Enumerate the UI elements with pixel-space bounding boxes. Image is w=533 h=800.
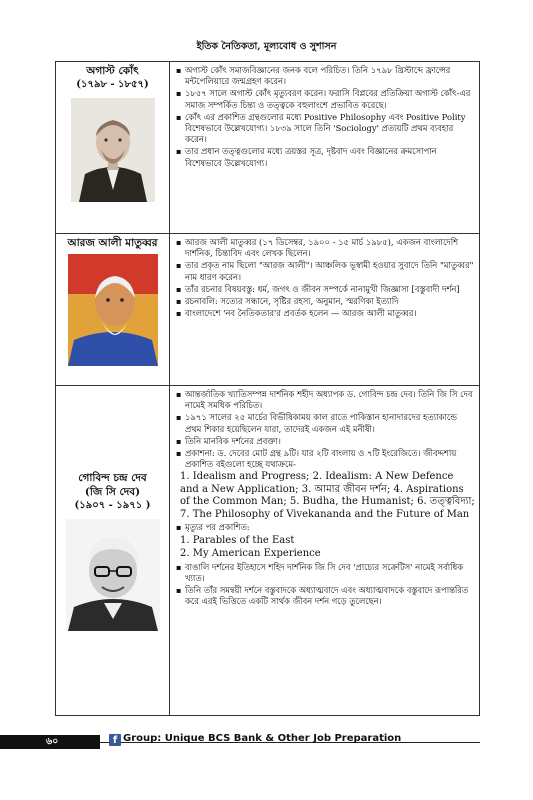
list-item: ▪ বাঙালি দর্শনের ইতিহাসে শহিদ দার্শনিক জি সি দেব 'প্রাচ্যের সক্রেটিস' নামেই সর্বাধিক খ্যাত।: [176, 562, 475, 584]
list-item: ▪ তার প্রকৃত নাম ছিলো "আরজ আলী"। আঞ্চলিক ভূস্বামী হওয়ার সুবাদে তিনি "মাতুব্বর" নাম ধারণ করেন।: [176, 260, 475, 282]
group-link[interactable]: Group: Unique BCS Bank & Other Job Preparation: [123, 733, 402, 744]
fact-list: [176, 237, 475, 319]
person-cell: [56, 234, 170, 386]
comte-portrait: [71, 98, 155, 202]
philosophers-table: [55, 61, 480, 716]
list-item: ▪ প্রকাশনা: ড. দেবের মোট গ্রন্থ ৯টি। যার ২টি বাংলায় ও ৭টি ইংরেজিতে। জীবদ্দশায় প্রকাশিত বইগুলো হচ্ছে যথাক্রমে-: [176, 448, 475, 470]
list-item: ▪ তাঁর রচনার বিষয়বস্তু: ধর্ম, জগৎ ও জীবন সম্পর্কে নানামুখী জিজ্ঞাসা [বস্তুবাদী দর্শন]: [176, 284, 475, 295]
list-item: ▪ তিনি মানবিক দর্শনের প্রবক্তা।: [176, 436, 475, 447]
person-name: গোবিন্দ চন্দ্র দেব: [78, 471, 147, 484]
fact-list: [176, 65, 475, 169]
person-details: [170, 386, 480, 716]
book-list: 1. Idealism and Progress; 2. Idealism: A New Defence and a New Application; 3. আমার জীবন দর্শন; 4. Aspirations of the Common Man; 5. Budha, the Humanist; 6. তত্ত্ববিদ্যা; 7. The Philosophy of Vivekananda and the Future of Man: [180, 471, 475, 520]
fact-list: [176, 522, 475, 533]
table-row: [56, 62, 480, 234]
person-details: [170, 234, 480, 386]
list-item: ▪ বাংলাদেশে 'নব নৈতিকতার'র প্রবর্তক হলেন — আরজ আলী মাতুব্বর।: [176, 308, 475, 319]
list-item: ▪ তিনি তাঁর সমন্বয়ী দর্শনে বস্তুবাদকে অধ্যাত্মবাদে এবং অধ্যাত্মবাদকে বস্তুবাদে রূপান্তরিত করে এরই ভিত্তিতে একটি সার্থক জীবন দর্শন গড়ে তুলেছেন।: [176, 585, 475, 607]
list-item: ▪ অগাস্ট কোঁৎ সমাজবিজ্ঞানের জনক বলে পরিচিত। তিনি ১৭৯৮ খ্রিস্টাব্দে ফ্রান্সের মন্টপেলিয়ারে জন্মগ্রহণ করেন।: [176, 65, 475, 87]
person-dates: (১৭৯৮ - ১৮৫৭): [76, 79, 149, 90]
person-alias: (জি সি দেব): [84, 485, 141, 498]
page-number: ৬০: [46, 736, 59, 747]
list-item: ▪ ১৮৫৭ সালে অগাস্ট কোঁৎ মৃত্যুবরণ করেন। ফরাসি বিপ্লবের প্রতিক্রিয়া অগাস্ট কোঁৎ-এর সমাজ সম্পর্কিত চিন্তা ও তত্ত্বকে বহুলাংশে প্রভাবিত করেছে।: [176, 88, 475, 110]
person-dates: (১৯০৭ - ১৯৭১ ): [74, 499, 151, 511]
person-name: আরজ আলী মাতুব্বর: [67, 237, 158, 249]
facebook-icon: f: [109, 734, 121, 746]
aroj-ali-portrait: [68, 254, 158, 366]
list-item: ▪ মৃত্যুর পর প্রকাশিত:: [176, 522, 475, 533]
posthumous-book: 2. My American Experience: [180, 548, 321, 560]
list-item: ▪ আরজ আলী মাতুব্বর (১৭ ডিসেম্বর, ১৯০০ - ১৫ মার্চ ১৯৮৫), একজন বাংলাদেশি দার্শনিক, চিন্তাবিদ এবং লেখক ছিলেন।: [176, 237, 475, 259]
person-cell: [56, 62, 170, 234]
list-item: ▪ রচনাবলি: সত্যের সন্ধানে, সৃষ্টির রহস্য, অনুমান, স্মরণিকা ইত্যাদি: [176, 296, 475, 307]
person-name: অগাস্ট কোঁৎ: [86, 65, 139, 77]
fact-list: [176, 389, 475, 470]
posthumous-book: 1. Parables of the East: [180, 534, 295, 546]
list-item: ▪ তার প্রধান তত্ত্বগুলোর মধ্যে ত্রয়স্তর সূত্র, দৃষ্টবাদ এবং বিজ্ঞানের ক্রমসোপান বিশেষভাবে উল্লেখযোগ্য।: [176, 146, 475, 168]
list-item: ▪ ১৯৭১ সালের ২৫ মার্চের বিভীষিকাময় কাল রাতে পাকিস্তান হানাদারদের হত্যাকান্ডে প্রথম শিকার হয়েছিলেন যারা, তাদেরই একজন এই মনীষী।: [176, 412, 475, 434]
person-details: [170, 62, 480, 234]
list-item: ▪ কোঁৎ এর প্রকাশিত গ্রন্থগুলোর মধ্যে Positive Philosophy এবং Positive Polity বিশেষভাবে উল্লেখযোগ্য। ১৮৩৯ সালে তিনি 'Sociology' প্রত্যয়টি প্রথম ব্যবহার করেন।: [176, 112, 475, 146]
list-item: ▪ আন্তর্জাতিক খ্যাতিসম্পন্ন দার্শনিক শহীদ অধ্যাপক ড. গোবিন্দ চন্দ্র দেব। তিনি জি সি দেব নামেই সমধিক পরিচিত।: [176, 389, 475, 411]
table-row: [56, 234, 480, 386]
fact-list: [176, 562, 475, 608]
person-cell: [56, 386, 170, 716]
gc-dev-portrait: [66, 519, 160, 631]
page-header: ইতিক নৈতিকতা, মূল্যবোধ ও সুশাসন: [196, 41, 337, 52]
table-row: [56, 386, 480, 716]
